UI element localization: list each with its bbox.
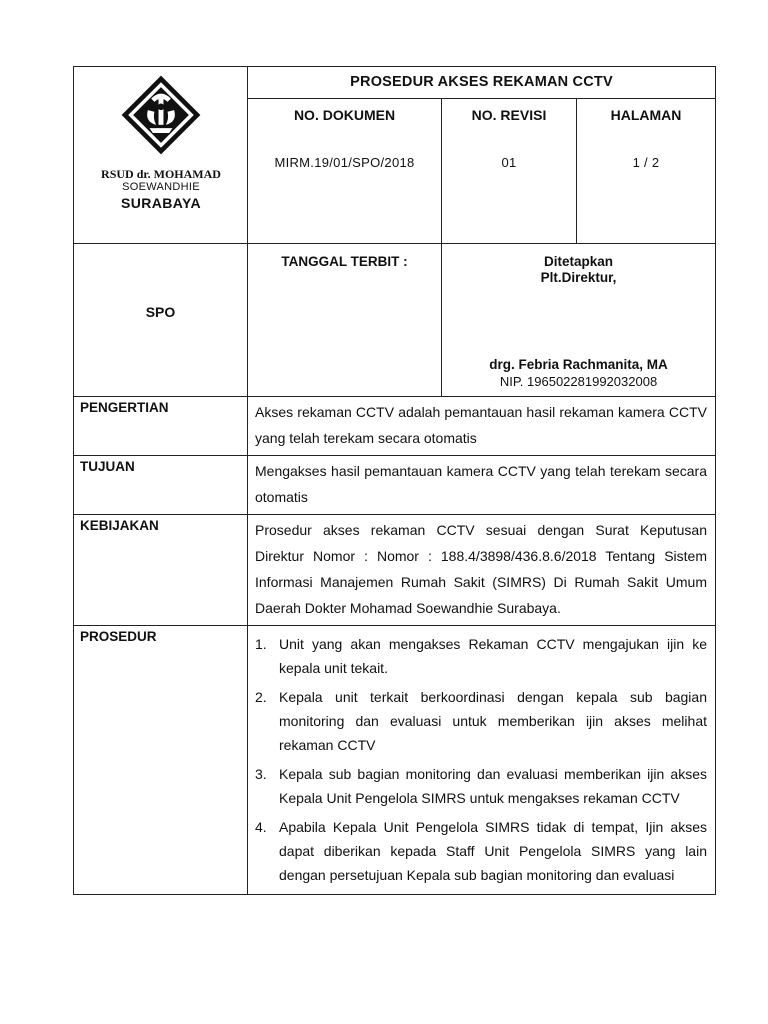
doc-number-value: MIRM.19/01/SPO/2018 (274, 155, 415, 170)
list-item (255, 685, 707, 757)
approved-by-label: Ditetapkan (543, 254, 614, 269)
institution-name: RSUD dr. MOHAMAD (101, 167, 221, 181)
revision-label: NO. REVISI (471, 107, 547, 123)
tujuan-text: Mengakses hasil pemantauan kamera CCTV yang telah terekam secara otomatis (248, 456, 716, 515)
issue-date-cell (248, 244, 442, 397)
page-value: 1 / 2 (632, 155, 660, 170)
list-item (255, 632, 707, 680)
institution-name-2: SOEWANDHIE (122, 181, 200, 193)
step-number: 4. (255, 819, 267, 835)
approval-cell (442, 244, 716, 397)
step-number: 1. (255, 636, 267, 652)
pengertian-text: Akses rekaman CCTV adalah pemantauan hasil rekaman kamera CCTV yang telah terekam secara otomatis (248, 397, 716, 456)
kebijakan-text: Prosedur akses rekaman CCTV sesuai dengan Surat Keputusan Direktur Nomor : Nomor : 188.4/3898/436.8.6/2018 Tentang Sistem Informasi Manajemen Rumah Sakit (SIMRS) Di Rumah Sakit Umum Daerah Dokter Mohamad Soewandhie Surabaya. (248, 515, 716, 626)
revision-value: 01 (501, 155, 517, 170)
step-text: Kepala unit terkait berkoordinasi dengan kepala sub bagian monitoring dan evaluasi untuk memberikan ijin akses melihat rekaman CCTV (279, 689, 707, 753)
section-tujuan (74, 456, 716, 515)
tujuan-label: TUJUAN (74, 456, 248, 515)
step-number: 2. (255, 689, 267, 705)
list-item (255, 815, 707, 887)
doc-number-cell (248, 99, 442, 244)
prosedur-steps-cell (248, 626, 716, 895)
institution-cell (74, 67, 248, 244)
institution-city: SURABAYA (121, 195, 201, 211)
revision-cell (442, 99, 577, 244)
list-item (255, 762, 707, 810)
spo-type-cell (74, 244, 248, 397)
step-number: 3. (255, 766, 267, 782)
issue-date-label: TANGGAL TERBIT : (281, 254, 408, 269)
section-pengertian (74, 397, 716, 456)
page-label: HALAMAN (610, 107, 682, 123)
step-text: Apabila Kepala Unit Pengelola SIMRS tidak di tempat, Ijin akses dapat diberikan kepada Staff Unit Pengelola SIMRS yang lain dengan persetujuan Kepala sub bagian monitoring dan evaluasi (279, 819, 707, 883)
spo-type-label: SPO (145, 304, 176, 320)
pengertian-label: PENGERTIAN (74, 397, 248, 456)
director-name: drg. Febria Rachmanita, MA (489, 357, 668, 372)
surabaya-emblem-logo (120, 74, 202, 156)
step-text: Unit yang akan mengakses Rekaman CCTV mengajukan ijin ke kepala unit tekait. (279, 636, 707, 676)
section-kebijakan (74, 515, 716, 626)
director-nip: NIP. 196502281992032008 (499, 374, 658, 389)
document-title: PROSEDUR AKSES REKAMAN CCTV (248, 67, 716, 99)
doc-number-label: NO. DOKUMEN (293, 107, 396, 123)
prosedur-steps-list (255, 632, 707, 887)
step-text: Kepala sub bagian monitoring dan evaluasi memberikan ijin akses Kepala Unit Pengelola SIMRS untuk mengakses rekaman CCTV (279, 766, 707, 806)
section-prosedur (74, 626, 716, 895)
page-cell (577, 99, 716, 244)
kebijakan-label: KEBIJAKAN (74, 515, 248, 626)
approver-title: Plt.Direktur, (540, 270, 617, 285)
spo-table (73, 66, 716, 895)
prosedur-label: PROSEDUR (74, 626, 248, 895)
spo-document (73, 66, 715, 895)
